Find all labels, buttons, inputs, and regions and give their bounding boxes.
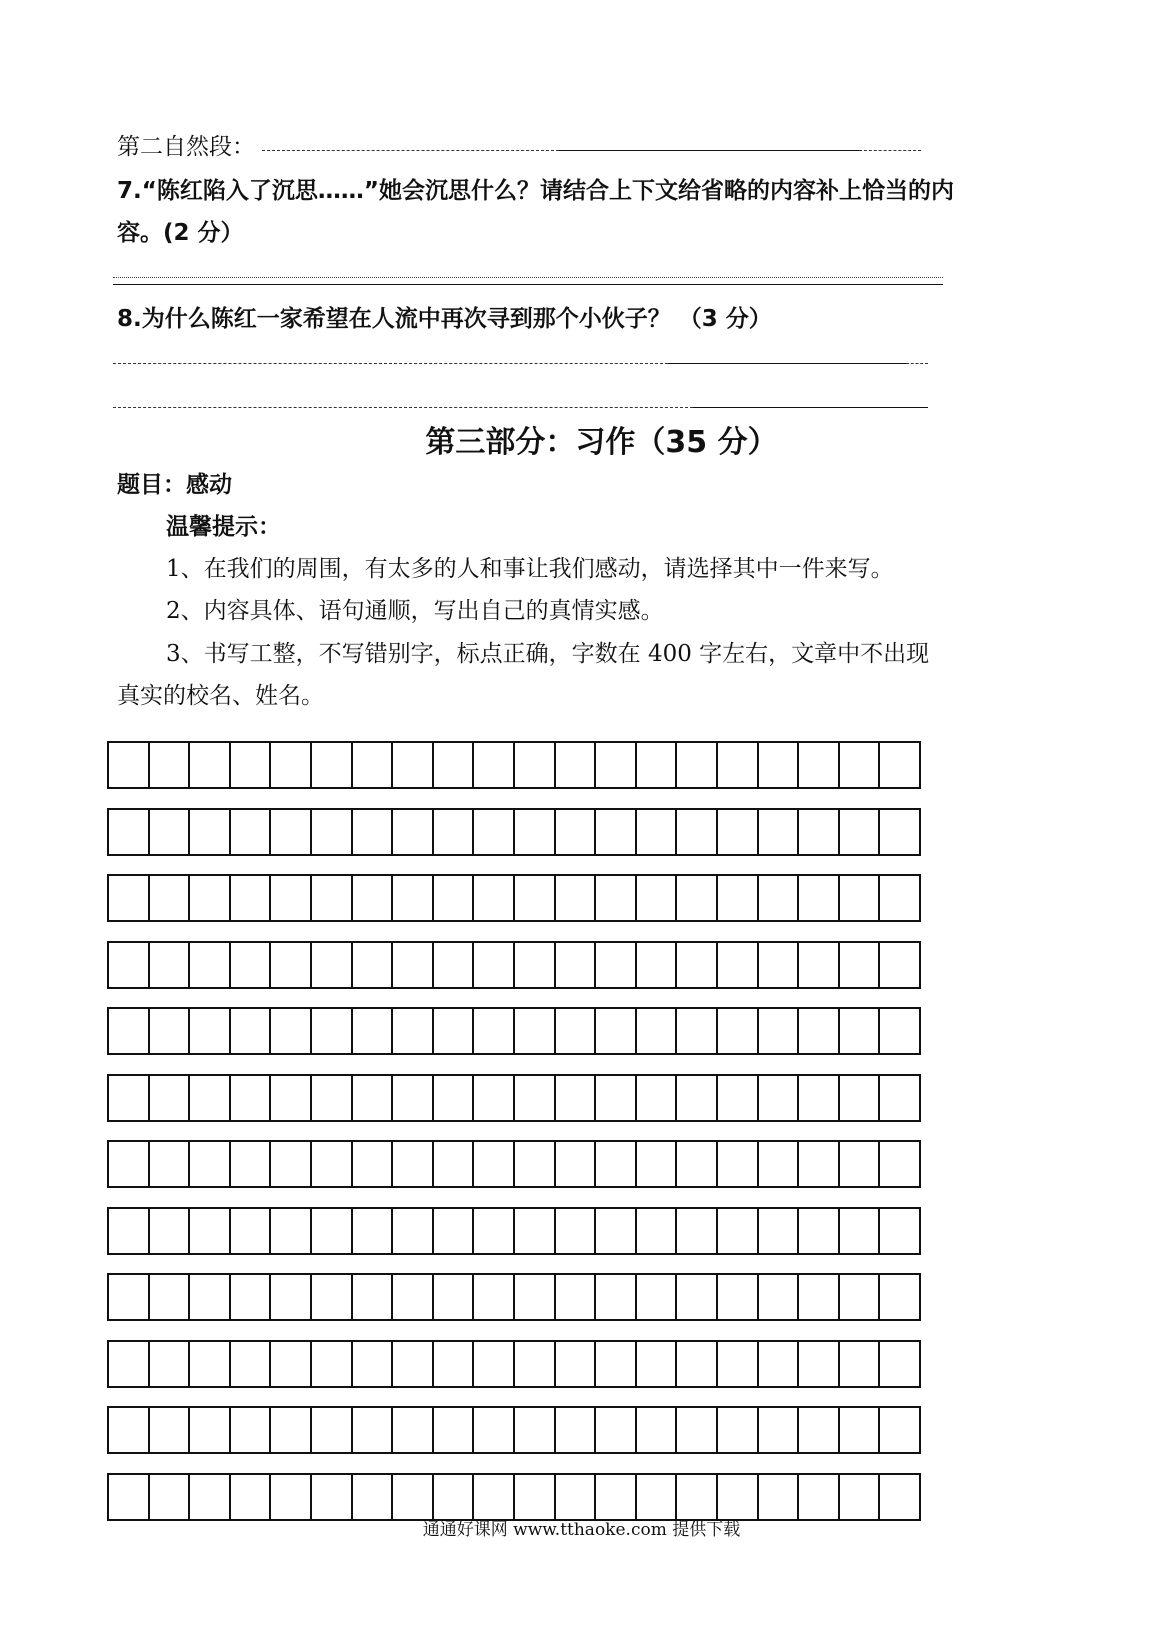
tip-2: 2、内容具体、语句通顺，写出自己的真情实感。 [166,598,664,624]
grid-cell[interactable] [434,1009,475,1053]
grid-cell[interactable] [515,1209,556,1253]
grid-cell[interactable] [596,1209,637,1253]
grid-cell[interactable] [596,743,637,787]
grid-cell[interactable] [312,876,353,920]
grid-cell[interactable] [556,1408,597,1452]
grid-cell[interactable] [880,1408,919,1452]
answer-line [559,150,859,151]
grid-cell[interactable] [312,1209,353,1253]
grid-cell[interactable] [434,1275,475,1319]
grid-cell[interactable] [759,1408,800,1452]
grid-cell[interactable] [109,1142,150,1186]
grid-cell[interactable] [190,876,231,920]
grid-cell[interactable] [474,876,515,920]
grid-cell[interactable] [109,810,150,854]
grid-cell[interactable] [393,810,434,854]
grid-cell[interactable] [759,743,800,787]
grid-cell[interactable] [556,876,597,920]
grid-cell[interactable] [231,743,272,787]
grid-cell[interactable] [474,1076,515,1120]
grid-cell[interactable] [434,810,475,854]
question-7-line1: 7.“陈红陷入了沉思……”她会沉思什么？请结合上下文给省略的内容补上恰当的内 [117,178,954,204]
answer-line [906,363,928,364]
grid-cell[interactable] [109,1475,150,1519]
grid-cell[interactable] [312,743,353,787]
grid-cell[interactable] [596,1342,637,1386]
grid-cell[interactable] [637,743,678,787]
grid-cell[interactable] [596,1142,637,1186]
grid-cell[interactable] [799,1076,840,1120]
grid-cell[interactable] [880,743,919,787]
grid-cell[interactable] [190,1475,231,1519]
grid-cell[interactable] [556,1209,597,1253]
grid-cell[interactable] [231,876,272,920]
tip-3: 3、书写工整，不写错别字，标点正确，字数在 400 字左右，文章中不出现 [166,641,930,667]
grid-cell[interactable] [880,1209,919,1253]
grid-cell[interactable] [515,810,556,854]
grid-cell[interactable] [150,1275,191,1319]
grid-cell[interactable] [718,943,759,987]
grid-cell[interactable] [596,1275,637,1319]
grid-cell[interactable] [677,810,718,854]
grid-cell[interactable] [556,810,597,854]
grid-cell[interactable] [718,1408,759,1452]
grid-cell[interactable] [231,1076,272,1120]
grid-cell[interactable] [596,1475,637,1519]
grid-cell[interactable] [353,1275,394,1319]
grid-cell[interactable] [150,1142,191,1186]
grid-cell[interactable] [718,743,759,787]
grid-cell[interactable] [677,1009,718,1053]
grid-cell[interactable] [434,943,475,987]
grid-cell[interactable] [799,1142,840,1186]
grid-cell[interactable] [231,1475,272,1519]
grid-cell[interactable] [637,1475,678,1519]
grid-cell[interactable] [759,1342,800,1386]
grid-cell[interactable] [434,1142,475,1186]
grid-cell[interactable] [353,1342,394,1386]
grid-cell[interactable] [393,1209,434,1253]
grid-cell[interactable] [393,1275,434,1319]
grid-cell[interactable] [393,943,434,987]
grid-cell[interactable] [637,810,678,854]
grid-cell[interactable] [677,1275,718,1319]
grid-cell[interactable] [556,1076,597,1120]
grid-cell[interactable] [840,1209,881,1253]
grid-cell[interactable] [150,810,191,854]
grid-cell[interactable] [474,743,515,787]
grid-cell[interactable] [637,1009,678,1053]
grid-cell[interactable] [515,1009,556,1053]
grid-cell[interactable] [434,1076,475,1120]
answer-line [859,150,921,151]
grid-cell[interactable] [759,1009,800,1053]
grid-row [107,941,921,989]
grid-cell[interactable] [718,1209,759,1253]
grid-cell[interactable] [393,1142,434,1186]
grid-cell[interactable] [231,1275,272,1319]
grid-cell[interactable] [312,810,353,854]
grid-cell[interactable] [271,1009,312,1053]
answer-line [693,407,928,408]
answer-line [113,363,668,364]
grid-cell[interactable] [840,876,881,920]
grid-cell[interactable] [759,876,800,920]
grid-cell[interactable] [393,743,434,787]
grid-cell[interactable] [109,876,150,920]
grid-cell[interactable] [353,1142,394,1186]
grid-cell[interactable] [271,943,312,987]
grid-cell[interactable] [515,1342,556,1386]
grid-row [107,1007,921,1055]
grid-cell[interactable] [231,1009,272,1053]
grid-cell[interactable] [231,1342,272,1386]
grid-cell[interactable] [718,810,759,854]
grid-cell[interactable] [799,810,840,854]
grid-cell[interactable] [231,1209,272,1253]
grid-cell[interactable] [515,1142,556,1186]
grid-cell[interactable] [353,943,394,987]
grid-cell[interactable] [718,1342,759,1386]
grid-row [107,741,921,789]
grid-cell[interactable] [677,1142,718,1186]
grid-cell[interactable] [271,1342,312,1386]
grid-cell[interactable] [759,810,800,854]
composition-topic: 题目：感动 [117,472,232,498]
grid-cell[interactable] [677,1209,718,1253]
grid-cell[interactable] [109,1209,150,1253]
grid-cell[interactable] [353,743,394,787]
grid-cell[interactable] [718,1275,759,1319]
grid-cell[interactable] [312,1142,353,1186]
grid-cell[interactable] [718,1475,759,1519]
grid-cell[interactable] [474,1475,515,1519]
grid-cell[interactable] [271,743,312,787]
grid-row [107,1473,921,1521]
grid-cell[interactable] [840,1275,881,1319]
grid-cell[interactable] [271,1142,312,1186]
grid-cell[interactable] [190,1142,231,1186]
grid-cell[interactable] [677,1475,718,1519]
grid-cell[interactable] [474,1209,515,1253]
grid-cell[interactable] [880,1142,919,1186]
grid-cell[interactable] [880,1009,919,1053]
grid-cell[interactable] [434,876,475,920]
grid-row [107,1340,921,1388]
grid-cell[interactable] [515,1408,556,1452]
grid-cell[interactable] [515,1475,556,1519]
grid-cell[interactable] [353,1009,394,1053]
grid-cell[interactable] [880,1076,919,1120]
grid-cell[interactable] [150,876,191,920]
grid-cell[interactable] [596,876,637,920]
grid-cell[interactable] [190,1275,231,1319]
footer-text: 通通好课网 www.tthaoke.com 提供下载 [422,1520,741,1540]
grid-cell[interactable] [718,1076,759,1120]
grid-cell[interactable] [556,743,597,787]
question-7-line2: 容。(2 分） [117,220,244,246]
grid-cell[interactable] [393,876,434,920]
grid-cell[interactable] [840,1342,881,1386]
grid-cell[interactable] [271,1408,312,1452]
grid-cell[interactable] [190,810,231,854]
grid-cell[interactable] [637,1142,678,1186]
grid-cell[interactable] [312,1009,353,1053]
grid-cell[interactable] [556,1009,597,1053]
grid-cell[interactable] [880,1275,919,1319]
grid-cell[interactable] [150,1408,191,1452]
grid-cell[interactable] [231,1408,272,1452]
grid-cell[interactable] [393,1475,434,1519]
grid-cell[interactable] [393,1408,434,1452]
grid-cell[interactable] [474,810,515,854]
grid-cell[interactable] [637,1076,678,1120]
grid-cell[interactable] [434,1475,475,1519]
grid-cell[interactable] [556,1142,597,1186]
tip-1: 1、在我们的周围，有太多的人和事让我们感动，请选择其中一件来写。 [166,556,894,582]
grid-cell[interactable] [637,1342,678,1386]
grid-cell[interactable] [190,743,231,787]
grid-cell[interactable] [231,943,272,987]
grid-cell[interactable] [150,1475,191,1519]
grid-cell[interactable] [150,1209,191,1253]
grid-row [107,1140,921,1188]
grid-cell[interactable] [556,1275,597,1319]
grid-cell[interactable] [556,1475,597,1519]
grid-row [107,1207,921,1255]
grid-cell[interactable] [840,1009,881,1053]
grid-cell[interactable] [840,1142,881,1186]
grid-cell[interactable] [880,943,919,987]
grid-cell[interactable] [596,943,637,987]
grid-cell[interactable] [150,1342,191,1386]
grid-cell[interactable] [109,1342,150,1386]
grid-cell[interactable] [231,810,272,854]
grid-cell[interactable] [799,1475,840,1519]
grid-cell[interactable] [515,1275,556,1319]
para2-label: 第二自然段： [117,134,255,160]
answer-line [113,277,943,278]
grid-cell[interactable] [840,1408,881,1452]
grid-cell[interactable] [353,1475,394,1519]
grid-cell[interactable] [515,943,556,987]
grid-cell[interactable] [393,1009,434,1053]
grid-cell[interactable] [880,810,919,854]
grid-cell[interactable] [353,810,394,854]
grid-cell[interactable] [718,1142,759,1186]
grid-cell[interactable] [759,1275,800,1319]
grid-cell[interactable] [474,1408,515,1452]
grid-cell[interactable] [596,810,637,854]
grid-cell[interactable] [637,1275,678,1319]
grid-cell[interactable] [840,810,881,854]
grid-cell[interactable] [353,1408,394,1452]
grid-cell[interactable] [312,1475,353,1519]
grid-cell[interactable] [109,1076,150,1120]
grid-cell[interactable] [799,1209,840,1253]
grid-cell[interactable] [312,1342,353,1386]
grid-cell[interactable] [150,743,191,787]
grid-cell[interactable] [190,1209,231,1253]
grid-cell[interactable] [393,1076,434,1120]
grid-cell[interactable] [190,943,231,987]
grid-cell[interactable] [677,1408,718,1452]
grid-cell[interactable] [759,1209,800,1253]
grid-cell[interactable] [109,1408,150,1452]
grid-cell[interactable] [353,876,394,920]
question-8: 8.为什么陈红一家希望在人流中再次寻到那个小伙子？ （3 分） [117,306,772,332]
grid-cell[interactable] [596,1076,637,1120]
grid-cell[interactable] [474,1275,515,1319]
grid-cell[interactable] [474,1342,515,1386]
grid-cell[interactable] [271,1076,312,1120]
grid-cell[interactable] [677,1076,718,1120]
grid-cell[interactable] [718,876,759,920]
grid-cell[interactable] [799,1009,840,1053]
grid-cell[interactable] [474,1142,515,1186]
grid-cell[interactable] [840,943,881,987]
grid-cell[interactable] [799,743,840,787]
grid-cell[interactable] [759,1142,800,1186]
answer-line [113,407,693,408]
grid-cell[interactable] [759,943,800,987]
grid-cell[interactable] [231,1142,272,1186]
grid-cell[interactable] [150,943,191,987]
grid-cell[interactable] [515,743,556,787]
grid-cell[interactable] [637,1209,678,1253]
grid-cell[interactable] [312,1076,353,1120]
tips-label: 温馨提示： [166,514,281,540]
grid-cell[interactable] [718,1009,759,1053]
grid-cell[interactable] [312,1275,353,1319]
grid-cell[interactable] [596,1408,637,1452]
grid-cell[interactable] [515,1076,556,1120]
grid-cell[interactable] [799,1408,840,1452]
grid-cell[interactable] [190,1009,231,1053]
grid-cell[interactable] [109,743,150,787]
grid-cell[interactable] [434,1209,475,1253]
grid-cell[interactable] [150,1009,191,1053]
grid-cell[interactable] [271,876,312,920]
grid-row [107,1273,921,1321]
grid-cell[interactable] [515,876,556,920]
grid-cell[interactable] [799,876,840,920]
grid-cell[interactable] [556,943,597,987]
grid-cell[interactable] [596,1009,637,1053]
grid-cell[interactable] [799,1342,840,1386]
grid-cell[interactable] [393,1342,434,1386]
answer-line [262,150,559,151]
grid-cell[interactable] [271,1475,312,1519]
grid-cell[interactable] [434,1408,475,1452]
grid-cell[interactable] [150,1076,191,1120]
section-3-title: 第三部分：习作（35 分） [425,425,778,460]
grid-cell[interactable] [637,1408,678,1452]
grid-cell[interactable] [109,1009,150,1053]
grid-row [107,1074,921,1122]
grid-cell[interactable] [880,876,919,920]
grid-cell[interactable] [353,1209,394,1253]
grid-cell[interactable] [271,810,312,854]
grid-cell[interactable] [840,1076,881,1120]
grid-cell[interactable] [637,876,678,920]
grid-cell[interactable] [474,943,515,987]
grid-cell[interactable] [271,1275,312,1319]
grid-cell[interactable] [840,1475,881,1519]
grid-cell[interactable] [190,1076,231,1120]
grid-cell[interactable] [677,743,718,787]
grid-cell[interactable] [880,1475,919,1519]
grid-row [107,1406,921,1454]
grid-cell[interactable] [799,1275,840,1319]
answer-line [113,284,943,285]
tip-3-continued: 真实的校名、姓名。 [117,683,324,709]
grid-cell[interactable] [190,1408,231,1452]
grid-cell[interactable] [759,1475,800,1519]
grid-cell[interactable] [556,1342,597,1386]
grid-row [107,808,921,856]
grid-cell[interactable] [190,1342,231,1386]
grid-cell[interactable] [109,943,150,987]
grid-cell[interactable] [880,1342,919,1386]
grid-cell[interactable] [799,943,840,987]
grid-cell[interactable] [840,743,881,787]
grid-cell[interactable] [759,1076,800,1120]
answer-line [668,363,906,364]
grid-cell[interactable] [271,1209,312,1253]
grid-cell[interactable] [637,943,678,987]
grid-cell[interactable] [474,1009,515,1053]
grid-cell[interactable] [434,1342,475,1386]
grid-cell[interactable] [677,1342,718,1386]
grid-cell[interactable] [312,943,353,987]
grid-cell[interactable] [312,1408,353,1452]
grid-row [107,874,921,922]
grid-cell[interactable] [434,743,475,787]
grid-cell[interactable] [677,943,718,987]
grid-cell[interactable] [353,1076,394,1120]
grid-cell[interactable] [677,876,718,920]
grid-cell[interactable] [109,1275,150,1319]
